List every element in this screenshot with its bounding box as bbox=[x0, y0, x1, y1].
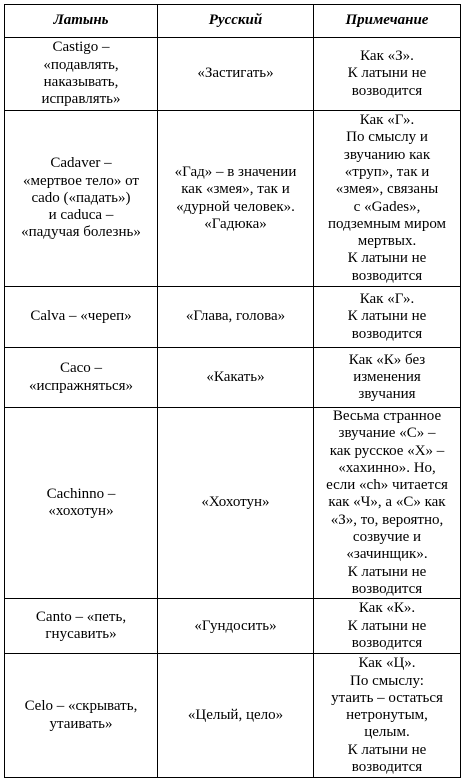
table-row bbox=[5, 654, 461, 778]
etymology-table bbox=[4, 4, 461, 778]
russian-cell: «Какать» bbox=[158, 348, 314, 408]
table-row bbox=[5, 38, 461, 111]
table-row bbox=[5, 408, 461, 599]
latin-cell: Celo – «скрывать, утаивать» bbox=[5, 654, 158, 778]
note-cell: Как «К». К латыни не возводится bbox=[314, 599, 461, 654]
table-row bbox=[5, 348, 461, 408]
column-header-note: Примечание bbox=[314, 5, 461, 38]
latin-cell: Castigo – «подавлять, наказывать, исправлять» bbox=[5, 38, 158, 111]
latin-cell: Cachinno – «хохотун» bbox=[5, 408, 158, 599]
russian-cell: «Гундосить» bbox=[158, 599, 314, 654]
table-row bbox=[5, 599, 461, 654]
column-header-russian: Русский bbox=[158, 5, 314, 38]
russian-cell: «Целый, цело» bbox=[158, 654, 314, 778]
note-cell: Как «К» без изменения звучания bbox=[314, 348, 461, 408]
note-cell: Как «З». К латыни не возводится bbox=[314, 38, 461, 111]
table-header-row bbox=[5, 5, 461, 38]
table-row bbox=[5, 111, 461, 287]
latin-cell: Canto – «петь, гнусавить» bbox=[5, 599, 158, 654]
note-cell: Как «Г». К латыни не возводится bbox=[314, 287, 461, 348]
table-row bbox=[5, 287, 461, 348]
latin-cell: Cadaver – «мертвое тело» от cado («падать») и caduca – «падучая болезнь» bbox=[5, 111, 158, 287]
russian-cell: «Хохотун» bbox=[158, 408, 314, 599]
russian-cell: «Глава, голова» bbox=[158, 287, 314, 348]
latin-cell: Calva – «череп» bbox=[5, 287, 158, 348]
column-header-latin: Латынь bbox=[5, 5, 158, 38]
russian-cell: «Застигать» bbox=[158, 38, 314, 111]
latin-cell: Caco – «испражняться» bbox=[5, 348, 158, 408]
note-cell: Весьма странное звучание «С» – как русское «Х» – «хахинно». Но, если «ch» читается как «Ч», а «С» как «З», то, вероятно, созвучие и «зачинщик». К латыни не возводится bbox=[314, 408, 461, 599]
note-cell: Как «Г». По смыслу и звучанию как «труп», так и «змея», связаны с «Gades», подземным миром мертвых. К латыни не возводится bbox=[314, 111, 461, 287]
russian-cell: «Гад» – в значении как «змея», так и «дурной человек». «Гадюка» bbox=[158, 111, 314, 287]
note-cell: Как «Ц». По смыслу: утаить – остаться нетронутым, целым. К латыни не возводится bbox=[314, 654, 461, 778]
